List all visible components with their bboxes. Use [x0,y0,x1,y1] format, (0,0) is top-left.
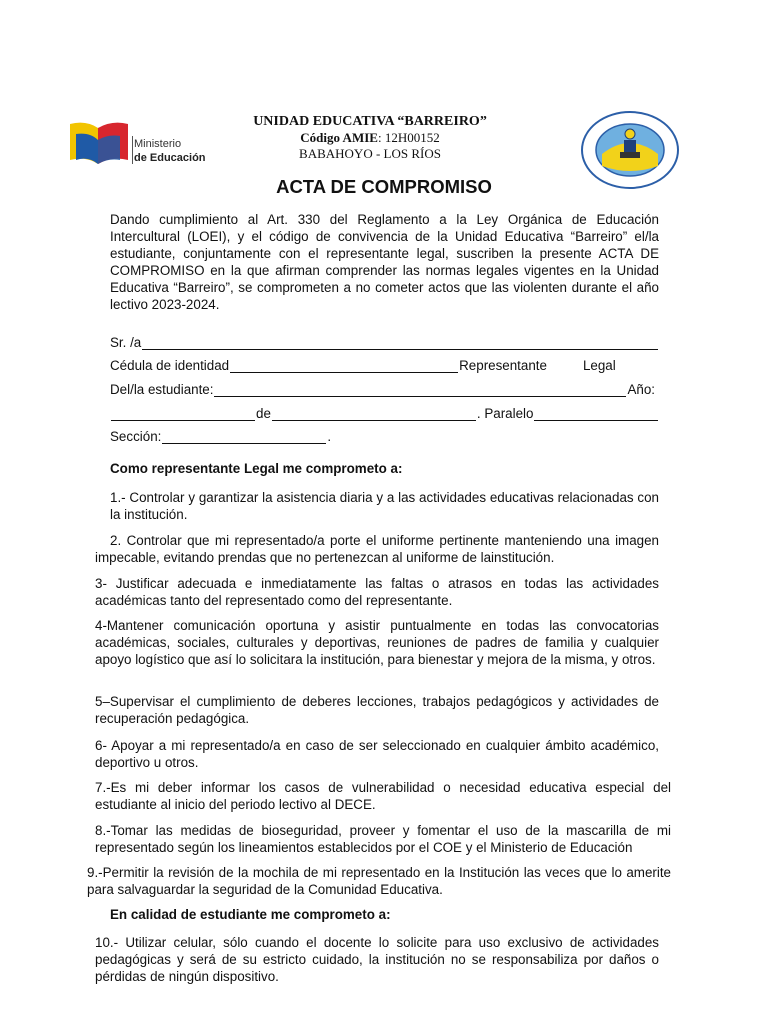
legal-label: Legal [582,358,616,373]
estudiante-field[interactable] [214,382,626,397]
de-label: de [256,406,271,421]
seccion-label: Sección: [110,429,162,444]
ministry-line1: Ministerio [134,138,182,150]
seccion-field[interactable] [162,429,326,444]
anio-label: Año: [627,382,656,397]
ministry-line2: de Educación [134,152,206,164]
sr-field[interactable] [142,335,658,350]
rep-item-7: 7.-Es mi deber informar los casos de vulnerabilidad o necesidad educativa especial del estudiante al inicio del periodo lectivo al DECE. [95,780,671,812]
rep-item-3: 3- Justificar adecuada e inmediatamente las faltas o atrasos en todas las actividades académicas tanto del representado como del representante. [95,576,659,608]
amie-code-label: Código AMIE [300,130,378,145]
amie-code [180,130,560,146]
rep-item-8: 8.-Tomar las medidas de bioseguridad, proveer y fomentar el uso de la mascarilla de mi representado según los lineamientos establecidos por el COE y el Ministerio de Educación [95,823,671,855]
rep-item-4: 4-Mantener comunicación oportuna y asistir puntualmente en todas las convocatorias académicas, sociales, culturales y deportivas, reuniones de padres de familia y cualquier apoyo logístico que así lo solicitara la institución, para bienestar y mejora de la misma, y otros. [95,618,659,667]
cedula-label: Cédula de identidad [110,358,230,373]
rep-item-6: 6- Apoyar a mi representado/a en caso de ser seleccionado en cualquier ámbito académico, deportivo u otros. [95,738,659,770]
estudiante-label: Del/la estudiante: [110,382,214,397]
paralelo-field[interactable] [534,406,658,421]
form-line-seccion [110,426,331,444]
intro-paragraph: Dando cumplimiento al Art. 330 del Reglamento a la Ley Orgánica de Educación Intercultural (LOEI), y el código de convivencia de la Unidad Educativa “Barreiro” el/la estudiante, conjuntamente con el representante legal, suscriben la presente ACTA DE COMPROMISO en la que afirman comprender las normas legales vigentes en la Unidad Educativa “Barreiro”, se comprometen a no cometer actos que las violenten durante el año lectivo 2023-2024. [110,212,659,312]
rep-item-5: 5–Supervisar el cumplimiento de deberes lecciones, trabajos pedagógicos y actividades de recuperación pedagógica. [95,694,659,726]
ministry-emblem-icon [68,120,130,166]
school-location: BABAHOYO - LOS RÍOS [299,146,441,161]
student-heading: En calidad de estudiante me comprometo a: [110,907,391,922]
rep-heading: Como representante Legal me comprometo a: [110,461,403,476]
form-line-cedula [110,355,616,373]
paralelo-label: . Paralelo [476,406,534,421]
seccion-end: . [327,429,332,444]
representante-label: Representante [459,358,547,373]
amie-code-value: : 12H00152 [377,130,440,145]
student-item-10: 10.- Utilizar celular, sólo cuando el docente lo solicite para uso exclusivo de actividades pedagógicas y será de su estricto cuidado, la institución no se responsabiliza por daños o pérdidas de ningún dispositivo. [95,935,659,984]
anio-field[interactable] [111,406,255,421]
rep-item-9: 9.-Permitir la revisión de la mochila de mi representado en la Institución las veces que lo amerite para salvaguardar la seguridad de la Comunidad Educativa. [87,865,671,897]
form-line-sr [110,332,659,350]
document-title: ACTA DE COMPROMISO [276,176,492,197]
sr-label: Sr. /a [110,335,142,350]
curso-field[interactable] [272,406,476,421]
cedula-field[interactable] [230,358,458,373]
form-line-estudiante [110,379,655,397]
rep-item-1: 1.- Controlar y garantizar la asistencia diaria y a las actividades educativas relacionadas con la institución. [110,490,659,522]
form-line-curso [110,403,659,421]
school-name: UNIDAD EDUCATIVA “BARREIRO” [253,114,487,129]
rep-item-2: 2. Controlar que mi representado/a porte el uniforme pertinente manteniendo una imagen impecable, evitando prendas que no pertenezcan al uniforme de lainstitución. [95,533,659,565]
